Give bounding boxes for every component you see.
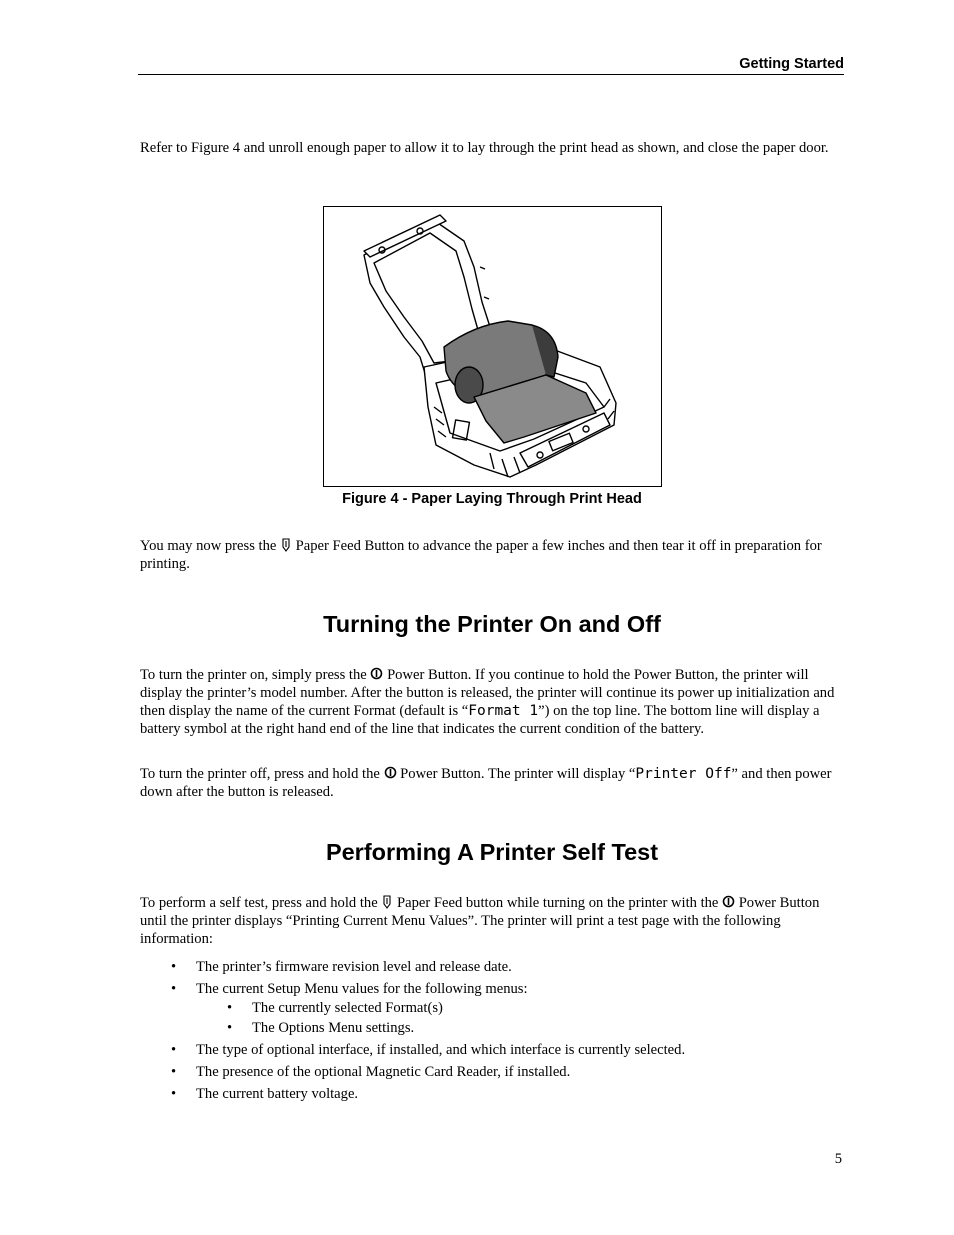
sub-list-item-text: The Options Menu settings.: [252, 1020, 415, 1036]
running-header-title: Getting Started: [739, 56, 844, 72]
bullet-symbol: •: [171, 959, 177, 975]
power-on-paragraph: [140, 666, 844, 738]
sub-list-item: [227, 1019, 844, 1037]
bullet-symbol: •: [171, 1064, 177, 1080]
paper-feed-icon: [381, 895, 393, 909]
power-button-icon: [370, 667, 383, 680]
sub-list-item-text: The currently selected Format(s): [252, 1000, 443, 1016]
power-button-icon: [722, 895, 735, 908]
sub-list-item: [227, 999, 844, 1017]
heading-power: Turning the Printer On and Off: [323, 611, 661, 637]
format-code: Format 1: [468, 703, 539, 719]
figure-caption: Figure 4 - Paper Laying Through Print Head: [342, 491, 642, 507]
self-test-text-1: To perform a self test, press and hold the: [140, 895, 382, 911]
list-item-text: The type of optional interface, if installed, and which interface is currently selected.: [196, 1042, 686, 1058]
self-test-text-3: Power Button until the printer displays “Printing Current Menu Values”. The printer will print a test page with the following information:: [140, 895, 820, 947]
self-test-list-b: [171, 1041, 844, 1103]
list-item-text: The current Setup Menu values for the following menus:: [196, 981, 528, 997]
self-test-paragraph: [140, 894, 844, 948]
page-number: 5: [834, 1151, 842, 1167]
bullet-symbol: •: [171, 1086, 177, 1102]
heading-self-test: Performing A Printer Self Test: [325, 839, 659, 865]
printer-off-code: Printer Off: [635, 766, 732, 782]
self-test-list-a: [171, 958, 844, 998]
power-on-text-1: To turn the printer on, simply press the: [140, 667, 371, 683]
printer-illustration: [323, 206, 662, 487]
feed-text-end: Paper Feed Button to advance the paper a few inches and then tear it off in preparation for printing.: [140, 538, 822, 572]
list-item: [171, 1085, 844, 1103]
header-rule: [138, 74, 844, 75]
power-off-paragraph: [140, 765, 844, 801]
power-off-text-1: To turn the printer off, press and hold the: [140, 766, 384, 782]
power-off-text-2: Power Button. The printer will display “: [396, 766, 636, 782]
power-button-icon: [384, 766, 397, 779]
list-item: [171, 1063, 844, 1081]
feed-paragraph: [140, 537, 844, 573]
list-item: [171, 958, 844, 976]
self-test-text-2: Paper Feed button while turning on the printer with the: [393, 895, 723, 911]
intro-paragraph: Refer to Figure 4 and unroll enough paper to allow it to lay through the print head as shown, and close the paper door.: [140, 140, 829, 156]
list-item: [171, 980, 844, 998]
power-on-text-3: ”) on the top line. The bottom line will display a battery symbol at the right hand end of the line that indicates the current condition of the battery.: [140, 703, 820, 737]
self-test-sub-list: [227, 999, 844, 1037]
list-item-text: The presence of the optional Magnetic Card Reader, if installed.: [196, 1064, 571, 1080]
power-off-text-3: ” and then power down after the button is released.: [140, 766, 832, 800]
printer-drawing: [324, 207, 661, 486]
bullet-symbol: •: [227, 1000, 233, 1016]
bullet-symbol: •: [171, 981, 177, 997]
list-item-text: The printer’s firmware revision level and release date.: [196, 959, 512, 975]
paper-feed-icon: [280, 538, 292, 552]
power-on-text-2: Power Button. If you continue to hold the Power Button, the printer will display the printer’s model number. After the button is released, the printer will continue its power up initialization and then display the name of the current Format (default is “: [140, 667, 835, 719]
list-item-text: The current battery voltage.: [196, 1086, 359, 1102]
feed-text-start: You may now press the: [140, 538, 280, 554]
bullet-symbol: •: [171, 1042, 177, 1058]
bullet-symbol: •: [227, 1020, 233, 1036]
list-item: [171, 1041, 844, 1059]
